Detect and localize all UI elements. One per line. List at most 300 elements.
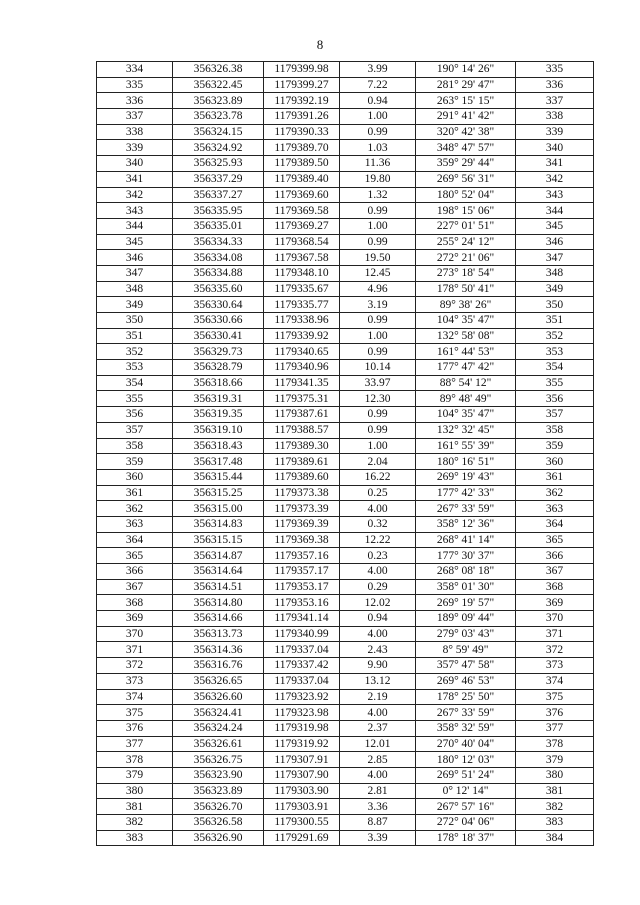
point-from-cell: 371: [97, 642, 173, 658]
direction-angle-cell: 89° 48' 49": [416, 391, 516, 407]
x-coordinate-cell: 356330.64: [173, 297, 264, 313]
point-to-cell: 384: [516, 830, 594, 846]
distance-cell: 4.00: [340, 501, 416, 517]
table-row: [97, 93, 594, 109]
direction-angle-cell: 272° 21' 06": [416, 250, 516, 266]
y-coordinate-cell: 1179388.57: [264, 422, 340, 438]
distance-cell: 3.19: [340, 297, 416, 313]
x-coordinate-cell: 356323.89: [173, 93, 264, 109]
table-row: [97, 156, 594, 172]
point-from-cell: 345: [97, 234, 173, 250]
x-coordinate-cell: 356323.78: [173, 109, 264, 125]
direction-angle-cell: 358° 01' 30": [416, 579, 516, 595]
direction-angle-cell: 161° 44' 53": [416, 344, 516, 360]
point-from-cell: 350: [97, 313, 173, 329]
x-coordinate-cell: 356313.73: [173, 626, 264, 642]
table-row: [97, 830, 594, 846]
point-to-cell: 340: [516, 140, 594, 156]
point-to-cell: 337: [516, 93, 594, 109]
table-row: [97, 485, 594, 501]
x-coordinate-cell: 356314.66: [173, 611, 264, 627]
point-to-cell: 360: [516, 454, 594, 470]
point-to-cell: 381: [516, 783, 594, 799]
table-row: [97, 752, 594, 768]
table-row: [97, 203, 594, 219]
point-from-cell: 370: [97, 626, 173, 642]
distance-cell: 12.01: [340, 736, 416, 752]
distance-cell: 19.80: [340, 171, 416, 187]
point-to-cell: 362: [516, 485, 594, 501]
table-row: [97, 281, 594, 297]
direction-angle-cell: 132° 58' 08": [416, 328, 516, 344]
point-from-cell: 381: [97, 799, 173, 815]
distance-cell: 12.02: [340, 595, 416, 611]
point-from-cell: 382: [97, 815, 173, 831]
table-row: [97, 532, 594, 548]
point-to-cell: 356: [516, 391, 594, 407]
table-row: [97, 407, 594, 423]
point-to-cell: 339: [516, 124, 594, 140]
y-coordinate-cell: 1179389.61: [264, 454, 340, 470]
direction-angle-cell: 180° 12' 03": [416, 752, 516, 768]
y-coordinate-cell: 1179389.60: [264, 469, 340, 485]
y-coordinate-cell: 1179389.30: [264, 438, 340, 454]
point-from-cell: 356: [97, 407, 173, 423]
distance-cell: 0.32: [340, 516, 416, 532]
distance-cell: 0.25: [340, 485, 416, 501]
point-to-cell: 374: [516, 673, 594, 689]
direction-angle-cell: 348° 47' 57": [416, 140, 516, 156]
y-coordinate-cell: 1179337.04: [264, 673, 340, 689]
table-row: [97, 689, 594, 705]
table-row: [97, 171, 594, 187]
distance-cell: 0.99: [340, 234, 416, 250]
distance-cell: 3.39: [340, 830, 416, 846]
y-coordinate-cell: 1179357.16: [264, 548, 340, 564]
point-to-cell: 370: [516, 611, 594, 627]
point-to-cell: 365: [516, 532, 594, 548]
table-row: [97, 124, 594, 140]
point-to-cell: 372: [516, 642, 594, 658]
point-from-cell: 372: [97, 658, 173, 674]
x-coordinate-cell: 356316.76: [173, 658, 264, 674]
distance-cell: 0.99: [340, 407, 416, 423]
table-row: [97, 469, 594, 485]
direction-angle-cell: 178° 25' 50": [416, 689, 516, 705]
distance-cell: 1.03: [340, 140, 416, 156]
direction-angle-cell: 0° 12' 14": [416, 783, 516, 799]
distance-cell: 4.00: [340, 626, 416, 642]
direction-angle-cell: 177° 47' 42": [416, 360, 516, 376]
point-to-cell: 376: [516, 705, 594, 721]
distance-cell: 1.00: [340, 438, 416, 454]
point-to-cell: 344: [516, 203, 594, 219]
direction-angle-cell: 198° 15' 06": [416, 203, 516, 219]
coordinates-table: [96, 61, 594, 846]
point-to-cell: 355: [516, 375, 594, 391]
distance-cell: 2.37: [340, 720, 416, 736]
point-from-cell: 380: [97, 783, 173, 799]
x-coordinate-cell: 356315.44: [173, 469, 264, 485]
y-coordinate-cell: 1179353.17: [264, 579, 340, 595]
point-from-cell: 348: [97, 281, 173, 297]
point-from-cell: 360: [97, 469, 173, 485]
y-coordinate-cell: 1179373.39: [264, 501, 340, 517]
y-coordinate-cell: 1179335.77: [264, 297, 340, 313]
x-coordinate-cell: 356314.83: [173, 516, 264, 532]
point-to-cell: 383: [516, 815, 594, 831]
y-coordinate-cell: 1179369.27: [264, 218, 340, 234]
y-coordinate-cell: 1179389.70: [264, 140, 340, 156]
distance-cell: 16.22: [340, 469, 416, 485]
table-row: [97, 767, 594, 783]
y-coordinate-cell: 1179369.38: [264, 532, 340, 548]
x-coordinate-cell: 356326.65: [173, 673, 264, 689]
x-coordinate-cell: 356326.60: [173, 689, 264, 705]
point-from-cell: 337: [97, 109, 173, 125]
point-to-cell: 375: [516, 689, 594, 705]
direction-angle-cell: 177° 42' 33": [416, 485, 516, 501]
table-row: [97, 297, 594, 313]
x-coordinate-cell: 356324.92: [173, 140, 264, 156]
direction-angle-cell: 320° 42' 38": [416, 124, 516, 140]
y-coordinate-cell: 1179369.39: [264, 516, 340, 532]
table-row: [97, 360, 594, 376]
direction-angle-cell: 8° 59' 49": [416, 642, 516, 658]
distance-cell: 0.99: [340, 344, 416, 360]
point-from-cell: 346: [97, 250, 173, 266]
point-from-cell: 353: [97, 360, 173, 376]
x-coordinate-cell: 356326.90: [173, 830, 264, 846]
y-coordinate-cell: 1179368.54: [264, 234, 340, 250]
point-from-cell: 334: [97, 62, 173, 78]
table-row: [97, 720, 594, 736]
point-from-cell: 365: [97, 548, 173, 564]
direction-angle-cell: 263° 15' 15": [416, 93, 516, 109]
direction-angle-cell: 281° 29' 47": [416, 77, 516, 93]
point-from-cell: 366: [97, 564, 173, 580]
table-row: [97, 501, 594, 517]
x-coordinate-cell: 356314.36: [173, 642, 264, 658]
x-coordinate-cell: 356324.41: [173, 705, 264, 721]
point-from-cell: 336: [97, 93, 173, 109]
distance-cell: 0.99: [340, 422, 416, 438]
point-to-cell: 368: [516, 579, 594, 595]
point-to-cell: 357: [516, 407, 594, 423]
distance-cell: 1.00: [340, 218, 416, 234]
point-from-cell: 364: [97, 532, 173, 548]
distance-cell: 13.12: [340, 673, 416, 689]
x-coordinate-cell: 356314.87: [173, 548, 264, 564]
distance-cell: 0.99: [340, 313, 416, 329]
point-to-cell: 371: [516, 626, 594, 642]
direction-angle-cell: 132° 32' 45": [416, 422, 516, 438]
table-row: [97, 595, 594, 611]
y-coordinate-cell: 1179323.98: [264, 705, 340, 721]
y-coordinate-cell: 1179337.42: [264, 658, 340, 674]
x-coordinate-cell: 356324.24: [173, 720, 264, 736]
point-from-cell: 358: [97, 438, 173, 454]
y-coordinate-cell: 1179399.98: [264, 62, 340, 78]
direction-angle-cell: 178° 18' 37": [416, 830, 516, 846]
x-coordinate-cell: 356330.41: [173, 328, 264, 344]
point-from-cell: 335: [97, 77, 173, 93]
y-coordinate-cell: 1179340.99: [264, 626, 340, 642]
page-number: 8: [316, 37, 324, 52]
point-to-cell: 377: [516, 720, 594, 736]
x-coordinate-cell: 356337.29: [173, 171, 264, 187]
distance-cell: 3.36: [340, 799, 416, 815]
point-from-cell: 351: [97, 328, 173, 344]
point-to-cell: 348: [516, 265, 594, 281]
direction-angle-cell: 255° 24' 12": [416, 234, 516, 250]
point-to-cell: 342: [516, 171, 594, 187]
coordinates-table-body: [97, 62, 594, 846]
x-coordinate-cell: 356325.93: [173, 156, 264, 172]
point-to-cell: 380: [516, 767, 594, 783]
y-coordinate-cell: 1179341.35: [264, 375, 340, 391]
direction-angle-cell: 291° 41' 42": [416, 109, 516, 125]
y-coordinate-cell: 1179375.31: [264, 391, 340, 407]
y-coordinate-cell: 1179389.50: [264, 156, 340, 172]
table-row: [97, 454, 594, 470]
point-to-cell: 350: [516, 297, 594, 313]
point-from-cell: 361: [97, 485, 173, 501]
x-coordinate-cell: 356334.88: [173, 265, 264, 281]
y-coordinate-cell: 1179391.26: [264, 109, 340, 125]
point-from-cell: 379: [97, 767, 173, 783]
distance-cell: 2.43: [340, 642, 416, 658]
x-coordinate-cell: 356330.66: [173, 313, 264, 329]
x-coordinate-cell: 356319.10: [173, 422, 264, 438]
table-row: [97, 438, 594, 454]
point-to-cell: 367: [516, 564, 594, 580]
table-row: [97, 250, 594, 266]
x-coordinate-cell: 356317.48: [173, 454, 264, 470]
y-coordinate-cell: 1179300.55: [264, 815, 340, 831]
distance-cell: 0.23: [340, 548, 416, 564]
x-coordinate-cell: 356322.45: [173, 77, 264, 93]
y-coordinate-cell: 1179369.60: [264, 187, 340, 203]
point-from-cell: 342: [97, 187, 173, 203]
direction-angle-cell: 272° 04' 06": [416, 815, 516, 831]
direction-angle-cell: 180° 52' 04": [416, 187, 516, 203]
direction-angle-cell: 104° 35' 47": [416, 407, 516, 423]
point-to-cell: 346: [516, 234, 594, 250]
point-to-cell: 363: [516, 501, 594, 517]
distance-cell: 1.00: [340, 109, 416, 125]
table-row: [97, 658, 594, 674]
y-coordinate-cell: 1179339.92: [264, 328, 340, 344]
direction-angle-cell: 88° 54' 12": [416, 375, 516, 391]
point-to-cell: 352: [516, 328, 594, 344]
table-row: [97, 422, 594, 438]
point-to-cell: 347: [516, 250, 594, 266]
point-to-cell: 345: [516, 218, 594, 234]
distance-cell: 10.14: [340, 360, 416, 376]
table-row: [97, 579, 594, 595]
y-coordinate-cell: 1179390.33: [264, 124, 340, 140]
distance-cell: 11.36: [340, 156, 416, 172]
direction-angle-cell: 358° 32' 59": [416, 720, 516, 736]
y-coordinate-cell: 1179340.96: [264, 360, 340, 376]
direction-angle-cell: 180° 16' 51": [416, 454, 516, 470]
table-row: [97, 783, 594, 799]
y-coordinate-cell: 1179348.10: [264, 265, 340, 281]
y-coordinate-cell: 1179389.40: [264, 171, 340, 187]
table-row: [97, 375, 594, 391]
y-coordinate-cell: 1179303.90: [264, 783, 340, 799]
y-coordinate-cell: 1179373.38: [264, 485, 340, 501]
point-to-cell: 373: [516, 658, 594, 674]
point-from-cell: 349: [97, 297, 173, 313]
point-from-cell: 341: [97, 171, 173, 187]
distance-cell: 2.04: [340, 454, 416, 470]
distance-cell: 33.97: [340, 375, 416, 391]
x-coordinate-cell: 356334.08: [173, 250, 264, 266]
point-from-cell: 369: [97, 611, 173, 627]
x-coordinate-cell: 356334.33: [173, 234, 264, 250]
direction-angle-cell: 267° 57' 16": [416, 799, 516, 815]
point-from-cell: 367: [97, 579, 173, 595]
x-coordinate-cell: 356315.00: [173, 501, 264, 517]
point-from-cell: 374: [97, 689, 173, 705]
distance-cell: 0.99: [340, 124, 416, 140]
y-coordinate-cell: 1179319.98: [264, 720, 340, 736]
point-to-cell: 382: [516, 799, 594, 815]
direction-angle-cell: 178° 50' 41": [416, 281, 516, 297]
table-row: [97, 62, 594, 78]
table-row: [97, 626, 594, 642]
point-to-cell: 341: [516, 156, 594, 172]
x-coordinate-cell: 356318.66: [173, 375, 264, 391]
x-coordinate-cell: 356318.43: [173, 438, 264, 454]
point-from-cell: 352: [97, 344, 173, 360]
direction-angle-cell: 279° 03' 43": [416, 626, 516, 642]
point-from-cell: 357: [97, 422, 173, 438]
direction-angle-cell: 177° 30' 37": [416, 548, 516, 564]
point-to-cell: 335: [516, 62, 594, 78]
point-from-cell: 354: [97, 375, 173, 391]
table-row: [97, 140, 594, 156]
y-coordinate-cell: 1179337.04: [264, 642, 340, 658]
y-coordinate-cell: 1179399.27: [264, 77, 340, 93]
distance-cell: 2.85: [340, 752, 416, 768]
y-coordinate-cell: 1179338.96: [264, 313, 340, 329]
x-coordinate-cell: 356315.15: [173, 532, 264, 548]
distance-cell: 0.99: [340, 203, 416, 219]
direction-angle-cell: 267° 33' 59": [416, 501, 516, 517]
table-row: [97, 391, 594, 407]
x-coordinate-cell: 356323.89: [173, 783, 264, 799]
direction-angle-cell: 89° 38' 26": [416, 297, 516, 313]
point-from-cell: 375: [97, 705, 173, 721]
distance-cell: 0.29: [340, 579, 416, 595]
table-row: [97, 564, 594, 580]
table-row: [97, 187, 594, 203]
direction-angle-cell: 269° 19' 43": [416, 469, 516, 485]
x-coordinate-cell: 356326.70: [173, 799, 264, 815]
point-to-cell: 353: [516, 344, 594, 360]
distance-cell: 12.30: [340, 391, 416, 407]
x-coordinate-cell: 356314.80: [173, 595, 264, 611]
x-coordinate-cell: 356329.73: [173, 344, 264, 360]
point-from-cell: 377: [97, 736, 173, 752]
distance-cell: 4.00: [340, 767, 416, 783]
distance-cell: 1.00: [340, 328, 416, 344]
distance-cell: 7.22: [340, 77, 416, 93]
point-from-cell: 376: [97, 720, 173, 736]
direction-angle-cell: 161° 55' 39": [416, 438, 516, 454]
direction-angle-cell: 358° 12' 36": [416, 516, 516, 532]
direction-angle-cell: 270° 40' 04": [416, 736, 516, 752]
direction-angle-cell: 269° 51' 24": [416, 767, 516, 783]
distance-cell: 9.90: [340, 658, 416, 674]
table-row: [97, 516, 594, 532]
direction-angle-cell: 357° 47' 58": [416, 658, 516, 674]
table-row: [97, 673, 594, 689]
x-coordinate-cell: 356326.38: [173, 62, 264, 78]
direction-angle-cell: 269° 19' 57": [416, 595, 516, 611]
point-from-cell: 340: [97, 156, 173, 172]
point-to-cell: 364: [516, 516, 594, 532]
table-row: [97, 705, 594, 721]
point-from-cell: 368: [97, 595, 173, 611]
y-coordinate-cell: 1179335.67: [264, 281, 340, 297]
point-to-cell: 354: [516, 360, 594, 376]
table-row: [97, 109, 594, 125]
point-from-cell: 362: [97, 501, 173, 517]
distance-cell: 2.81: [340, 783, 416, 799]
point-from-cell: 359: [97, 454, 173, 470]
point-from-cell: 373: [97, 673, 173, 689]
direction-angle-cell: 267° 33' 59": [416, 705, 516, 721]
table-row: [97, 313, 594, 329]
point-to-cell: 349: [516, 281, 594, 297]
y-coordinate-cell: 1179367.58: [264, 250, 340, 266]
direction-angle-cell: 359° 29' 44": [416, 156, 516, 172]
x-coordinate-cell: 356324.15: [173, 124, 264, 140]
direction-angle-cell: 269° 46' 53": [416, 673, 516, 689]
y-coordinate-cell: 1179353.16: [264, 595, 340, 611]
x-coordinate-cell: 356335.01: [173, 218, 264, 234]
distance-cell: 19.50: [340, 250, 416, 266]
point-to-cell: 366: [516, 548, 594, 564]
distance-cell: 4.00: [340, 705, 416, 721]
distance-cell: 4.96: [340, 281, 416, 297]
x-coordinate-cell: 356315.25: [173, 485, 264, 501]
point-to-cell: 358: [516, 422, 594, 438]
point-to-cell: 336: [516, 77, 594, 93]
x-coordinate-cell: 356337.27: [173, 187, 264, 203]
direction-angle-cell: 190° 14' 26": [416, 62, 516, 78]
point-from-cell: 343: [97, 203, 173, 219]
point-from-cell: 347: [97, 265, 173, 281]
direction-angle-cell: 273° 18' 54": [416, 265, 516, 281]
point-from-cell: 338: [97, 124, 173, 140]
direction-angle-cell: 268° 41' 14": [416, 532, 516, 548]
y-coordinate-cell: 1179303.91: [264, 799, 340, 815]
y-coordinate-cell: 1179291.69: [264, 830, 340, 846]
y-coordinate-cell: 1179341.14: [264, 611, 340, 627]
x-coordinate-cell: 356328.79: [173, 360, 264, 376]
x-coordinate-cell: 356323.90: [173, 767, 264, 783]
point-from-cell: 383: [97, 830, 173, 846]
direction-angle-cell: 269° 56' 31": [416, 171, 516, 187]
x-coordinate-cell: 356326.58: [173, 815, 264, 831]
direction-angle-cell: 104° 35' 47": [416, 313, 516, 329]
y-coordinate-cell: 1179392.19: [264, 93, 340, 109]
